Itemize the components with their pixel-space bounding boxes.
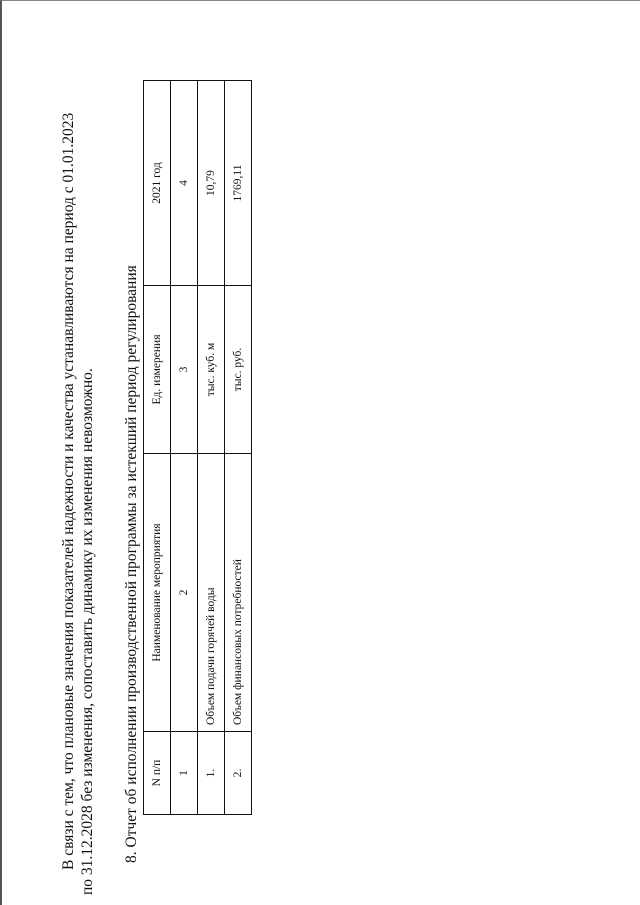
section-title: 8. Отчет об исполнении производственной программы за истекший период регулирования: [123, 265, 140, 863]
row-name: Объем подачи горячей воды: [198, 454, 225, 732]
row-num: 1.: [198, 732, 225, 815]
header-unit: Ед. измерения: [144, 286, 171, 454]
row-value: 10,79: [198, 81, 225, 286]
paragraph-1-line-2: по 31.12.2028 без изменения, сопоставить динамику их изменения невозможно.: [79, 368, 96, 895]
numbering-cell: 3: [171, 286, 198, 454]
numbering-cell: 1: [171, 732, 198, 815]
row-name: Объем финансовых потребностей: [225, 454, 252, 732]
table-row: [225, 81, 252, 815]
numbering-cell: 4: [171, 81, 198, 286]
numbering-cell: 2: [171, 454, 198, 732]
row-num: 2.: [225, 732, 252, 815]
paragraph-1-line-1: В связи с тем, что плановые значения показателей надежности и качества устанавливаются на период с 01.01.2023: [60, 112, 77, 870]
row-unit: тыс. куб. м: [198, 286, 225, 454]
header-name: Наименование мероприятия: [144, 454, 171, 732]
report-table: [143, 80, 252, 815]
header-num: N п/п: [144, 732, 171, 815]
table-numbering-row: [171, 81, 198, 815]
table-row: [198, 81, 225, 815]
row-value: 1769,11: [225, 81, 252, 286]
rotated-page-content: [15, 15, 625, 895]
header-year: 2021 год: [144, 81, 171, 286]
row-unit: тыс. руб.: [225, 286, 252, 454]
table-header-row: [144, 81, 171, 815]
